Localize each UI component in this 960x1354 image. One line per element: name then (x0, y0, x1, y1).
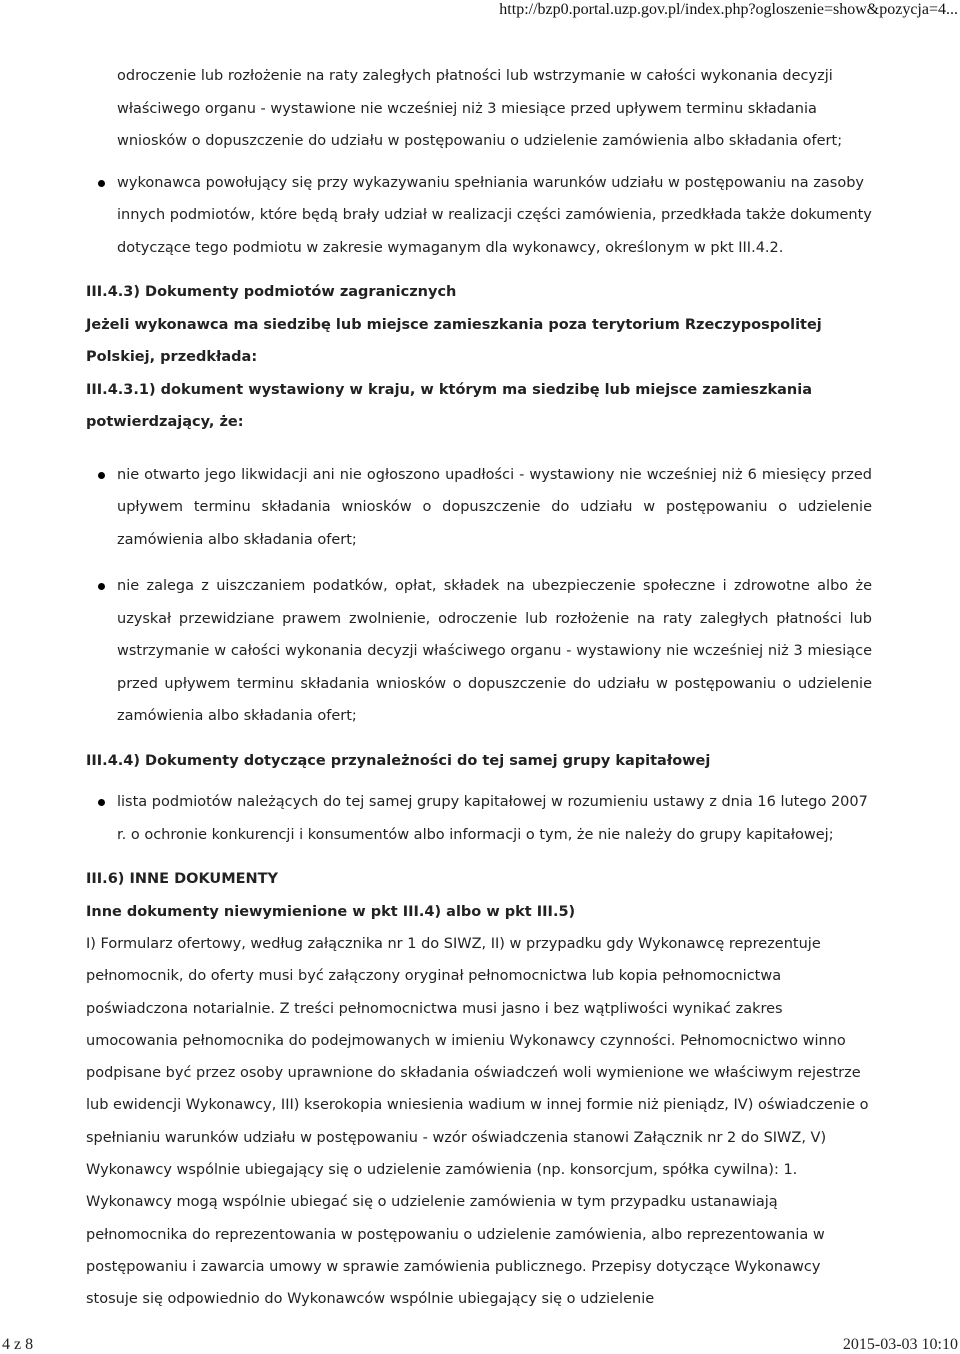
section-heading-4-3-1: III.4.3.1) dokument wystawiony w kraju, w którym ma siedzibę lub miejsce zamieszkania potwierdzający, że: (86, 381, 813, 430)
section-subheading-6: Inne dokumenty niewymienione w pkt III.4) albo w pkt III.5) (86, 903, 576, 920)
list-item-text: wykonawca powołujący się przy wykazywaniu spełniania warunków udziału w postępowaniu na zasoby innych podmiotów, które będą brały udział w realizacji części zamówienia, przedkłada także dokumenty dotyczące tego podmiotu w zakresie wymaganym dla wykonawcy, określonym w pkt III.4.2. (117, 174, 872, 256)
print-date-footer: 2015-03-03 10:10 (842, 1336, 958, 1353)
list-item (86, 786, 872, 851)
bullet-list-4-3-1 (86, 459, 872, 733)
page-number-footer: 4 z 8 (2, 1336, 34, 1353)
bullet-icon (98, 583, 105, 590)
bullet-icon (98, 799, 105, 806)
list-item-text: lista podmiotów należących do tej samej grupy kapitałowej w rozumieniu ustawy z dnia 16 lutego 2007 r. o ochronie konkurencji i konsumentów albo informacji o tym, że nie należy do grupy kapitałowej; (117, 794, 868, 843)
section-heading-4-4: III.4.4) Dokumenty dotyczące przynależności do tej samej grupy kapitałowej (86, 752, 711, 769)
list-item (86, 167, 872, 265)
section-heading-6: III.6) INNE DOKUMENTY (86, 871, 279, 887)
section-subheading-4-3: Jeżeli wykonawca ma siedzibę lub miejsce zamieszkania poza terytorium Rzeczypospolitej Polskiej, przedkłada: (86, 316, 822, 365)
list-item (86, 570, 872, 733)
list-item-text: nie zalega z uiszczaniem podatków, opłat, składek na ubezpieczenie społeczne i zdrowotne albo że uzyskał przewidziane prawem zwolnienie, odroczenie lub rozłożenie na raty zaległych płatności lub wstrzymanie w całości wykonania decyzji właściwego organu - wystawiony nie wcześniej niż 3 miesiące przed upływem terminu składania wniosków o dopuszczenie do udziału w postępowaniu o udzielenie zamówienia albo składania ofert; (117, 578, 872, 724)
bullet-icon (98, 472, 105, 479)
page-url-header: http://bzp0.portal.uzp.gov.pl/index.php?ogloszenie=show&pozycja=4... (499, 1, 958, 18)
section-body-6: I) Formularz ofertowy, według załącznika nr 1 do SIWZ, II) w przypadku gdy Wykonawcę reprezentuje pełnomocnik, do oferty musi być załączony oryginał pełnomocnictwa lub kopia pełnomocnictwa poświadczona notarialnie. Z treści pełnomocnictwa musi jasno i bez wątpliwości wynikać zakres umocowania pełnomocnika do podejmowanych w imieniu Wykonawcy czynności. Pełnomocnictwo winno podpisane być przez osoby uprawnione do składania oświadczeń woli wymienione we właściwym rejestrze lub ewidencji Wykonawcy, III) kserokopia wniesienia wadium w innej formie niż pieniądz, IV) oświadczenie o spełnianiu warunków udziału w postępowaniu - wzór oświadczenia stanowi Załącznik nr 2 do SIWZ, V) Wykonawcy wspólnie ubiegający się o udzielenie zamówienia (np. konsorcjum, spółka cywilna): 1. Wykonawcy mogą wspólnie ubiegać się o udzielenie zamówienia w tym przypadku ustanawiają pełnomocnika do reprezentowania w postępowaniu o udzielenie zamówienia, albo reprezentowania w postępowaniu i zawarcia umowy w sprawie zamówienia publicznego. Przepisy dotyczące Wykonawcy stosuje się odpowiednio do Wykonawców wspólnie ubiegający się o udzielenie (86, 936, 869, 1308)
bullet-icon (98, 180, 105, 187)
section-heading-4-3: III.4.3) Dokumenty podmiotów zagranicznych (86, 284, 457, 300)
list-item (86, 459, 872, 557)
bullet-list-4-4 (86, 786, 872, 851)
continued-list-item: odroczenie lub rozłożenie na raty zaległych płatności lub wstrzymanie w całości wykonania decyzji właściwego organu - wystawione nie wcześniej niż 3 miesiące przed upływem terminu składania wniosków o dopuszczenie do udziału w postępowaniu o udzielenie zamówienia albo składania ofert; (117, 68, 843, 149)
document-content (86, 60, 872, 1316)
list-item-text: nie otwarto jego likwidacji ani nie ogłoszono upadłości - wystawiony nie wcześniej niż 6 miesięcy przed upływem terminu składania wniosków o dopuszczenie do udziału w postępowaniu o udzielenie zamówienia albo składania ofert; (117, 466, 872, 548)
bullet-list-zasoby (86, 167, 872, 265)
